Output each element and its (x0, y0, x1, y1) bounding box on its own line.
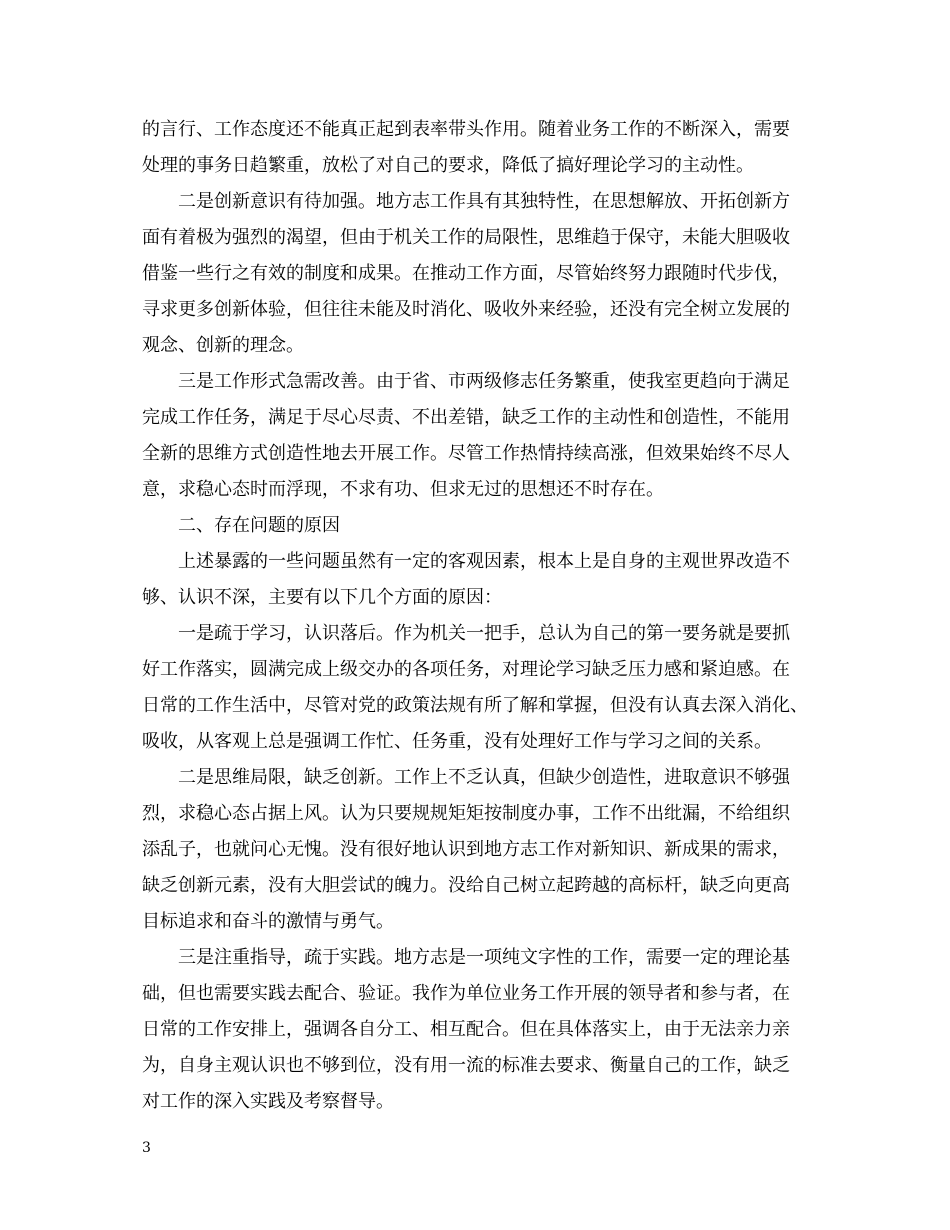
text-line: 寻求更多创新体验，但往往未能及时消化、吸收外来经验，还没有完全树立发展的 (142, 299, 790, 320)
paragraph-start-line: 三是工作形式急需改善。由于省、市两级修志任务繁重，使我室更趋向于满足 (178, 371, 790, 392)
text-line: 意，求稳心态时而浮现，不求有功、但求无过的思想还不时存在。 (142, 479, 664, 500)
paragraph-start-line: 二是思维局限，缺乏创新。工作上不乏认真，但缺少创造性，进取意识不够强 (178, 767, 790, 788)
paragraph-start-line: 一是疏于学习，认识落后。作为机关一把手，总认为自己的第一要务就是要抓 (178, 623, 790, 644)
section-heading: 二、存在问题的原因 (178, 515, 340, 536)
text-line: 日常的工作安排上，强调各自分工、相互配合。但在具体落实上，由于无法亲力亲 (142, 1019, 790, 1040)
text-line: 好工作落实，圆满完成上级交办的各项任务，对理论学习缺乏压力感和紧迫感。在 (142, 659, 790, 680)
text-line: 的言行、工作态度还不能真正起到表率带头作用。随着业务工作的不断深入，需要 (142, 119, 790, 140)
text-line: 处理的事务日趋繁重，放松了对自己的要求，降低了搞好理论学习的主动性。 (142, 155, 754, 176)
text-line: 全新的思维方式创造性地去开展工作。尽管工作热情持续高涨，但效果始终不尽人 (142, 443, 790, 464)
text-line: 为，自身主观认识也不够到位，没有用一流的标准去要求、衡量自己的工作，缺乏 (142, 1055, 790, 1076)
text-line: 够、认识不深，主要有以下几个方面的原因： (142, 587, 502, 608)
paragraph-start-line: 三是注重指导，疏于实践。地方志是一项纯文字性的工作，需要一定的理论基 (178, 947, 790, 968)
text-line: 对工作的深入实践及考察督导。 (142, 1091, 394, 1112)
text-line: 日常的工作生活中，尽管对党的政策法规有所了解和掌握，但没有认真去深入消化、 (142, 695, 808, 716)
text-line: 完成工作任务，满足于尽心尽责、不出差错，缺乏工作的主动性和创造性，不能用 (142, 407, 790, 428)
text-line: 础，但也需要实践去配合、验证。我作为单位业务工作开展的领导者和参与者，在 (142, 983, 790, 1004)
text-line: 添乱子，也就问心无愧。没有很好地认识到地方志工作对新知识、新成果的需求， (142, 839, 790, 860)
text-line: 目标追求和奋斗的激情与勇气。 (142, 911, 394, 932)
text-line: 缺乏创新元素，没有大胆尝试的魄力。没给自己树立起跨越的高标杆，缺乏向更高 (142, 875, 790, 896)
text-line: 借鉴一些行之有效的制度和成果。在推动工作方面，尽管始终努力跟随时代步伐， (142, 263, 790, 284)
text-line: 面有着极为强烈的渴望，但由于机关工作的局限性，思维趋于保守，未能大胆吸收 (142, 227, 790, 248)
text-line: 烈，求稳心态占据上风。认为只要规规矩矩按制度办事，工作不出纰漏，不给组织 (142, 803, 790, 824)
page-number: 3 (142, 1140, 151, 1156)
text-line: 吸收，从客观上总是强调工作忙、任务重，没有处理好工作与学习之间的关系。 (142, 731, 772, 752)
paragraph-start-line: 二是创新意识有待加强。地方志工作具有其独特性，在思想解放、开拓创新方 (178, 191, 790, 212)
paragraph-start-line: 上述暴露的一些问题虽然有一定的客观因素，根本上是自身的主观世界改造不 (178, 551, 790, 572)
text-line: 观念、创新的理念。 (142, 335, 304, 356)
